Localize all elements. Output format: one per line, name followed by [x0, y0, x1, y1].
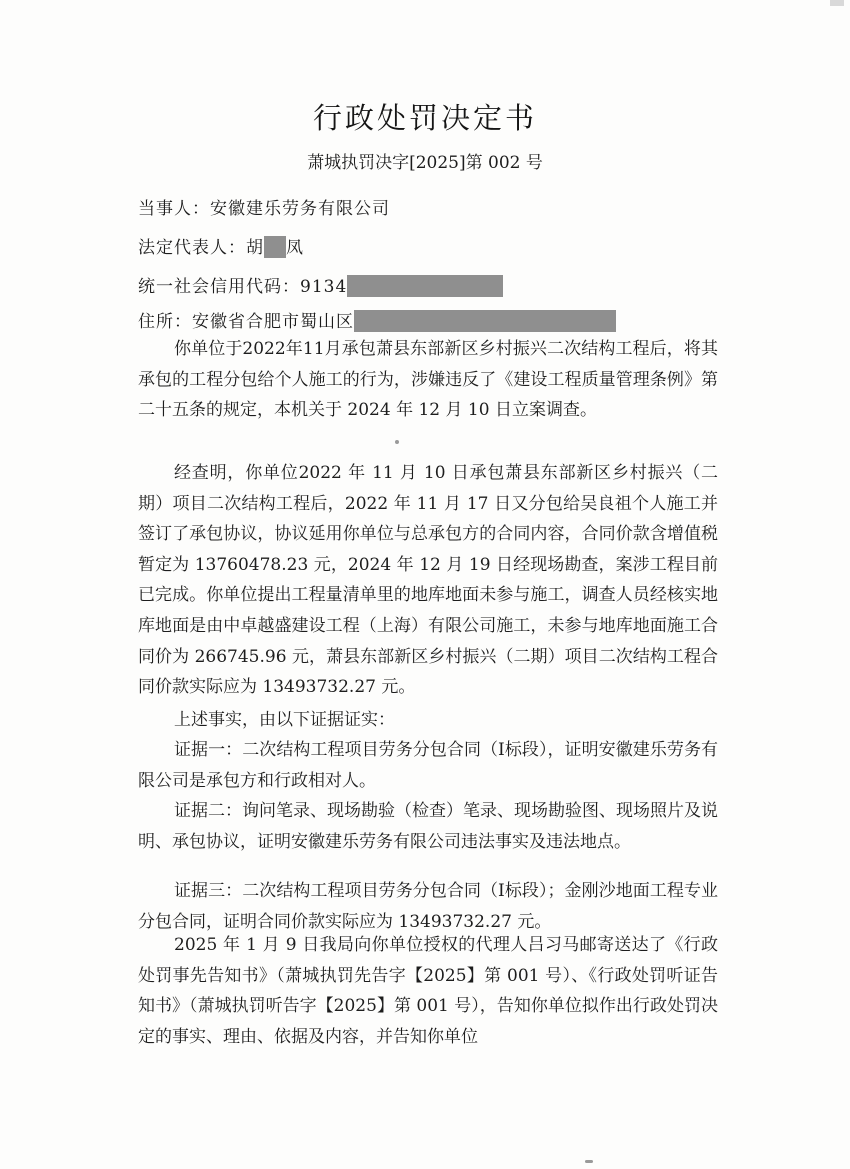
scan-corner-mark [830, 0, 844, 6]
paragraph-evidence-intro: 上述事实，由以下证据证实： [174, 710, 395, 730]
credit-code-prefix: 9134 [300, 277, 348, 297]
redaction-block [354, 310, 616, 332]
party-name-label: 当事人： [138, 199, 210, 219]
paragraph-case-summary: 你单位于2022年11月承包萧县东部新区乡村振兴二次结构工程后，将其承包的工程分包给个人施工的行为，涉嫌违反了《建设工程质量管理条例》第二十五条的规定，本机关于 2024 年 12 月 10 日立案调查。 [138, 339, 718, 421]
paragraph-notification: 2025 年 1 月 9 日我局向你单位授权的代理人吕习马邮寄送达了《行政处罚事先告知书》（萧城执罚先告字【2025】第 001 号）、《行政处罚听证告知书》（萧城执罚听告字【2025】第 001 号），告知你单位拟作出行政处罚决定的事实、理由、依据及内容，并告知你单位 [138, 935, 718, 1047]
paragraph-evidence-3: 证据三：二次结构工程项目劳务分包合同（Ⅰ标段）；金刚沙地面工程专业分包合同，证明合同价款实际应为 13493732.27 元。 [138, 881, 718, 932]
legal-rep-name-suffix: 凤 [286, 238, 304, 258]
legal-rep-name-prefix: 胡 [246, 238, 264, 258]
document-title: 行政处罚决定书 [312, 101, 537, 135]
legal-rep-label: 法定代表人： [138, 238, 246, 258]
address-line [138, 307, 616, 332]
credit-code-line [138, 272, 503, 297]
redaction-block [347, 275, 503, 297]
document-number: 萧城执罚决字[2025]第 002 号 [307, 153, 543, 173]
credit-code-label: 统一社会信用代码： [138, 277, 300, 297]
paragraph-findings: 经查明，你单位2022 年 11 月 10 日承包萧县东部新区乡村振兴（二期）项目二次结构工程后，2022 年 11 月 17 日又分包给吴良祖个人施工并签订了承包协议，协议延用你单位与总承包方的合同内容，合同价款含增值税暂定为 13760478.23 元，2024 年 12 月 19 日经现场勘查，案涉工程目前已完成。你单位提出工程量清单里的地库地面未参与施工，调查人员经核实地库地面是由中卓越盛建设工程（上海）有限公司施工，未参与地库地面施工合同价为 266745.96 元，萧县东部新区乡村振兴（二期）项目二次结构工程合同价款实际应为 13493732.27 元。 [138, 463, 718, 698]
redaction-block [264, 236, 286, 258]
scan-speck [585, 1160, 593, 1163]
party-name-line [138, 194, 390, 219]
address-label: 住所： [138, 312, 192, 332]
legal-rep-line [138, 233, 304, 258]
party-name-value: 安徽建乐劳务有限公司 [210, 199, 390, 219]
paragraph-evidence-1: 证据一：二次结构工程项目劳务分包合同（Ⅰ标段），证明安徽建乐劳务有限公司是承包方和行政相对人。 [138, 740, 718, 791]
address-prefix: 安徽省合肥市蜀山区 [192, 312, 354, 332]
paragraph-evidence-2: 证据二：询问笔录、现场勘验（检查）笔录、现场勘验图、现场照片及说明、承包协议，证明安徽建乐劳务有限公司违法事实及违法地点。 [138, 801, 718, 852]
scan-speck [395, 440, 399, 444]
